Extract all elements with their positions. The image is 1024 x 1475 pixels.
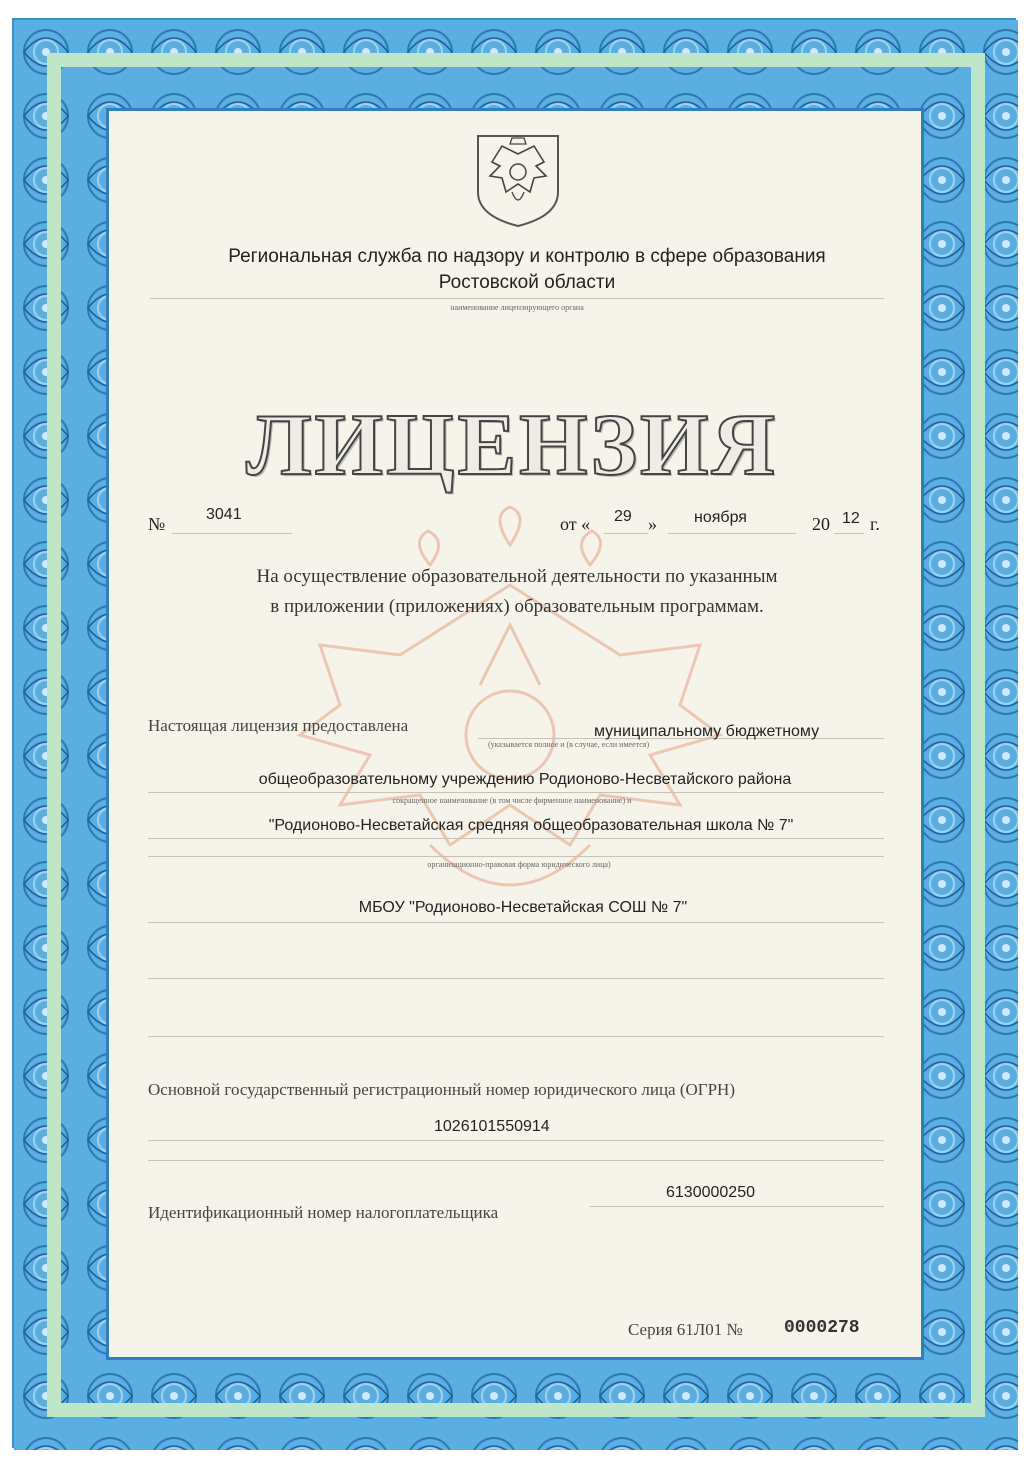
day-close: » [648, 514, 657, 534]
year-prefix: 20 [812, 514, 830, 534]
holder-caption-3: организационно-правовая форма юридического лица) [427, 860, 611, 869]
holder-underline-4 [148, 856, 884, 857]
holder-name-line2: общеобразовательному учреждению Родионово-Несветайского района [258, 771, 792, 788]
inn-value: 6130000250 [666, 1184, 755, 1201]
holder-underline-2 [148, 792, 884, 793]
number-underline [172, 533, 292, 534]
license-month: ноября [694, 509, 747, 526]
series-label: Серия 61Л01 № [628, 1320, 743, 1339]
holder-caption-1: (указывается полное и (в случае, если имеется) [488, 740, 650, 749]
license-day: 29 [614, 508, 632, 525]
coat-of-arms-emblem [472, 132, 564, 228]
ogrn-value: 1026101550914 [434, 1118, 550, 1135]
year-suffix: г. [870, 514, 880, 534]
inn-label: Идентификационный номер налогоплательщика [148, 1203, 499, 1222]
holder-name-line3: "Родионово-Несветайская средняя общеобразовательная школа № 7" [268, 817, 794, 834]
holder-caption-2: сокращенное наименование (в том числе фирменное наименование) и [392, 796, 632, 805]
ogrn-underline [148, 1140, 884, 1141]
issuing-authority-line2: Ростовской области [438, 272, 616, 293]
holder-underline-7 [148, 1036, 884, 1037]
issuing-authority-line1: Региональная служба по надзору и контролю в сфере образования [228, 246, 826, 267]
ogrn-label: Основной государственный регистрационный номер юридического лица (ОГРН) [148, 1080, 735, 1099]
purpose-line1: На осуществление образовательной деятельности по указанным [256, 566, 778, 587]
document-title: ЛИЦЕНЗИЯ [245, 397, 779, 494]
holder-name-line1: муниципальному бюджетному [594, 723, 820, 740]
purpose-line2: в приложении (приложениях) образовательным программам. [270, 596, 764, 617]
month-underline [668, 533, 796, 534]
year-underline [834, 533, 864, 534]
number-prefix: № [148, 514, 166, 534]
holder-short-name: МБОУ "Родионово-Несветайская СОШ № 7" [358, 899, 688, 916]
series-number: 0000278 [784, 1318, 860, 1338]
divider [150, 298, 884, 299]
license-year: 12 [842, 510, 860, 527]
license-number: 3041 [206, 506, 242, 523]
ogrn-underline-2 [148, 1160, 884, 1161]
day-underline [604, 533, 648, 534]
holder-label: Настоящая лицензия предоставлена [148, 716, 409, 735]
date-prefix: от « [560, 514, 591, 534]
authority-caption: наименование лицензирующего органа [450, 303, 584, 312]
holder-underline-6 [148, 978, 884, 979]
inn-underline [590, 1206, 884, 1207]
holder-underline-3 [148, 838, 884, 839]
holder-underline-5 [148, 922, 884, 923]
